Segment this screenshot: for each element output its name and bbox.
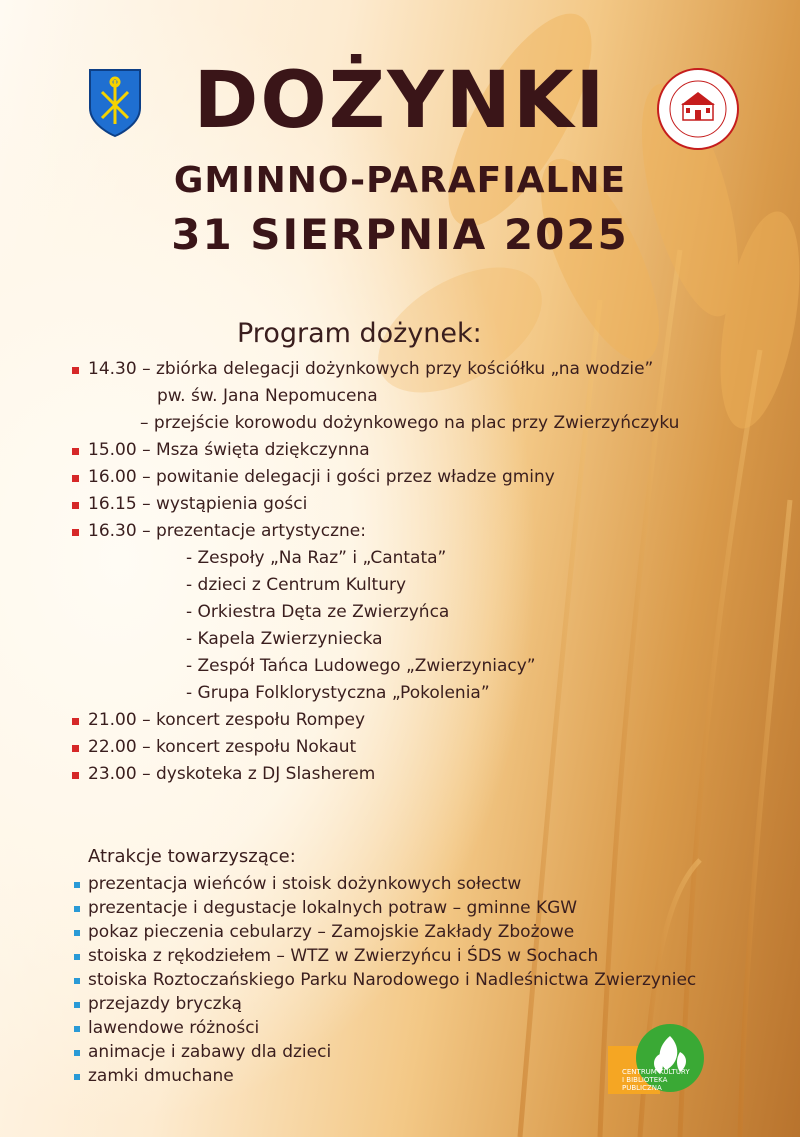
bullet-icon — [74, 1026, 80, 1032]
bullet-icon — [74, 978, 80, 984]
bullet-icon — [72, 475, 79, 482]
program-item: 16.30 – prezentacje artystyczne: — [88, 521, 366, 541]
bullet-icon — [72, 502, 79, 509]
bullet-icon — [72, 529, 79, 536]
bullet-icon — [74, 882, 80, 888]
page-title: DOŻYNKI — [193, 56, 607, 146]
bullet-icon — [72, 745, 79, 752]
attraction-item: animacje i zabawy dla dzieci — [88, 1042, 332, 1062]
bullet-icon — [72, 718, 79, 725]
attraction-item: stoiska Roztoczańskiego Parku Narodowego i Nadleśnictwa Zwierzyniec — [88, 970, 697, 990]
attraction-item: zamki dmuchane — [88, 1066, 234, 1086]
attraction-item: pokaz pieczenia cebularzy – Zamojskie Zakłady Zbożowe — [88, 922, 575, 942]
program-heading: Program dożynek: — [237, 318, 482, 349]
attraction-item: prezentacja wieńców i stoisk dożynkowych sołectw — [88, 874, 522, 894]
attractions-heading: Atrakcje towarzyszące: — [88, 846, 296, 867]
bullet-icon — [74, 1050, 80, 1056]
bullet-icon — [74, 1002, 80, 1008]
program-subitem: - Zespoły „Na Raz” i „Cantata” — [186, 548, 447, 568]
program-item: 23.00 – dyskoteka z DJ Slasherem — [88, 764, 376, 784]
bullet-icon — [72, 367, 79, 374]
program-subitem: - Grupa Folklorystyczna „Pokolenia” — [186, 683, 490, 703]
program-subitem: - Kapela Zwierzyniecka — [186, 629, 383, 649]
program-item: 22.00 – koncert zespołu Nokaut — [88, 737, 357, 757]
program-item: 21.00 – koncert zespołu Rompey — [88, 710, 366, 730]
program-item: 14.30 – zbiórka delegacji dożynkowych przy kościółku „na wodzie” — [88, 359, 654, 379]
page-subtitle: GMINNO-PARAFIALNE — [173, 160, 627, 201]
program-subitem: - Zespół Tańca Ludowego „Zwierzyniacy” — [186, 656, 536, 676]
bullet-icon — [72, 448, 79, 455]
program-subitem: - dzieci z Centrum Kultury — [186, 575, 407, 595]
event-date: 31 SIERPNIA 2025 — [171, 210, 629, 259]
program-item: – przejście korowodu dożynkowego na plac przy Zwierzyńczyku — [140, 413, 680, 433]
program-subitem: - Orkiestra Dęta ze Zwierzyńca — [186, 602, 450, 622]
program-item: 16.00 – powitanie delegacji i gości przez władze gminy — [88, 467, 555, 487]
attraction-item: przejazdy bryczką — [88, 994, 242, 1014]
bullet-icon — [72, 772, 79, 779]
bullet-icon — [74, 954, 80, 960]
bullet-icon — [74, 906, 80, 912]
attraction-item: prezentacje i degustacje lokalnych potraw – gminne KGW — [88, 898, 578, 918]
poster-header — [0, 0, 800, 270]
bullet-icon — [74, 930, 80, 936]
program-item: pw. św. Jana Nepomucena — [157, 386, 378, 406]
attraction-item: stoiska z rękodziełem – WTZ w Zwierzyńcu i ŚDS w Sochach — [88, 946, 599, 966]
program-item: 15.00 – Msza święta dziękczynna — [88, 440, 370, 460]
bullet-icon — [74, 1074, 80, 1080]
parish-seal-icon — [657, 68, 739, 150]
logo-text: CENTRUM KULTURY I BIBLIOTEKA PUBLICZNA — [622, 1068, 690, 1092]
coat-of-arms-icon — [88, 68, 142, 138]
attraction-item: lawendowe różności — [88, 1018, 260, 1038]
program-item: 16.15 – wystąpienia gości — [88, 494, 308, 514]
